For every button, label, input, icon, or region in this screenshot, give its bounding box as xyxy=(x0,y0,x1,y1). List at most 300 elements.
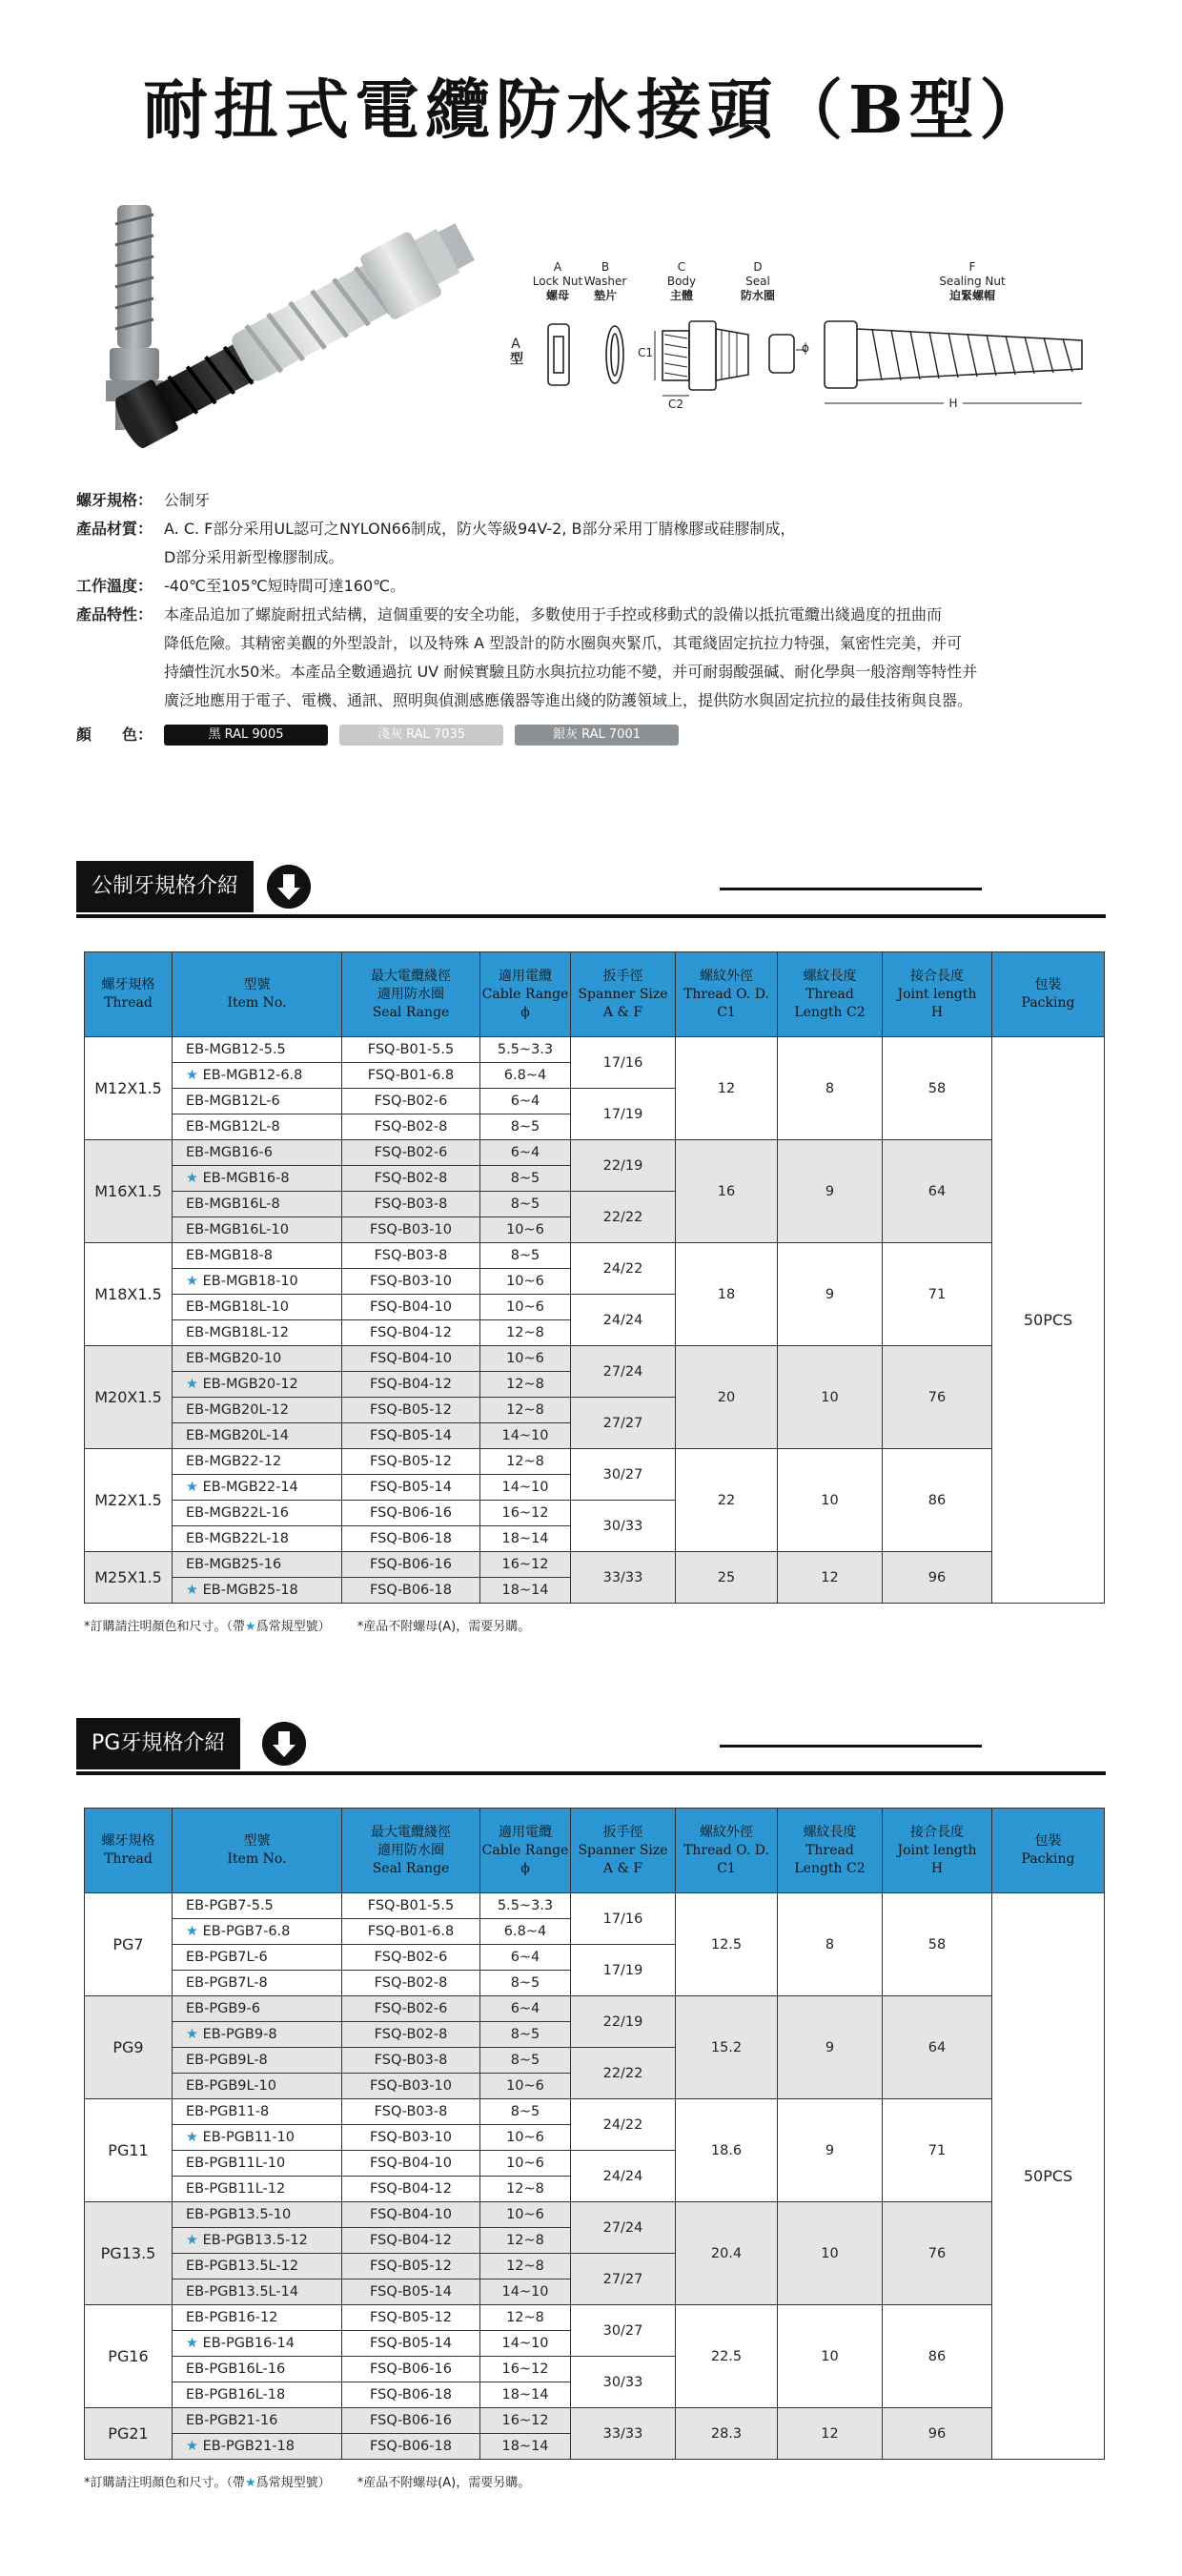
item-number xyxy=(173,1398,342,1423)
spanner-size: 27/27 xyxy=(571,1398,676,1449)
column-header-en: Seal Range xyxy=(372,1004,450,1020)
item-number xyxy=(173,1945,342,1971)
column-header-en: Item No. xyxy=(227,995,287,1011)
item-number xyxy=(173,1037,342,1063)
item-number xyxy=(173,2408,342,2434)
seal-range: FSQ-B03-10 xyxy=(342,2125,480,2151)
column-header-cn: 扳手徑 xyxy=(602,1824,643,1840)
spanner-size: 27/24 xyxy=(571,1346,676,1398)
part-c-label: C Body 主體 xyxy=(666,260,697,302)
item-number xyxy=(173,2177,342,2202)
column-header xyxy=(883,952,992,1037)
spanner-size: 17/16 xyxy=(571,1893,676,1945)
joint-length: 76 xyxy=(883,2202,992,2305)
star-icon: ★ xyxy=(186,2233,203,2248)
spanner-size: 30/27 xyxy=(571,2305,676,2357)
order-note xyxy=(84,1616,530,1634)
column-header-cn: 型號 xyxy=(243,1833,271,1849)
item-number-text: EB-PGB11-8 xyxy=(186,2104,270,2119)
item-number xyxy=(173,2382,342,2408)
column-header-en: Thread xyxy=(805,1842,854,1858)
item-number xyxy=(173,2125,342,2151)
thread-length: 8 xyxy=(778,1893,883,1996)
seal-range: FSQ-B04-10 xyxy=(342,2202,480,2228)
cable-range: 12~8 xyxy=(480,2177,571,2202)
thread-cell: PG16 xyxy=(85,2305,173,2408)
seal-range: FSQ-B01-5.5 xyxy=(342,1893,480,1919)
thread-length: 10 xyxy=(778,1449,883,1552)
seal-range: FSQ-B06-18 xyxy=(342,1578,480,1604)
column-header-en: C1 xyxy=(717,1860,736,1876)
seal-range: FSQ-B01-6.8 xyxy=(342,1063,480,1089)
star-icon: ★ xyxy=(186,2336,203,2351)
star-icon: ★ xyxy=(186,1924,203,1939)
seal-range: FSQ-B04-12 xyxy=(342,1320,480,1346)
arrow-down-icon xyxy=(262,1722,306,1766)
item-number-text: EB-MGB20-10 xyxy=(186,1351,282,1366)
exploded-diagram xyxy=(510,253,1101,434)
column-header-en: Cable Range xyxy=(481,986,569,1002)
color-chip-black: 黑 RAL 9005 xyxy=(164,725,328,746)
joint-length: 86 xyxy=(883,1449,992,1552)
joint-length: 58 xyxy=(883,1893,992,1996)
cable-range: 6~4 xyxy=(480,1140,571,1166)
item-number-text: EB-PGB16L-18 xyxy=(186,2387,286,2402)
item-number-text: EB-PGB21-18 xyxy=(202,2439,296,2454)
seal-range: FSQ-B01-6.8 xyxy=(342,1919,480,1945)
joint-length: 71 xyxy=(883,1243,992,1346)
seal-range: FSQ-B03-8 xyxy=(342,2048,480,2074)
star-icon: ★ xyxy=(186,1583,203,1598)
cable-range: 6.8~4 xyxy=(480,1063,571,1089)
item-number-text: EB-MGB18L-10 xyxy=(186,1299,289,1315)
spanner-size: 24/22 xyxy=(571,2099,676,2151)
column-header xyxy=(676,952,778,1037)
cable-range: 8~5 xyxy=(480,1192,571,1217)
divider xyxy=(76,914,1106,918)
item-number-text: EB-PGB13.5-10 xyxy=(186,2207,292,2222)
thread-od: 18.6 xyxy=(676,2099,778,2202)
thread-cell: PG13.5 xyxy=(85,2202,173,2305)
item-number xyxy=(173,1114,342,1140)
spec-colors: 顏 色： 黑 RAL 9005 淺灰 RAL 7035 銀灰 RAL 7001 xyxy=(76,721,1125,749)
seal-range: FSQ-B05-14 xyxy=(342,2331,480,2357)
seal-range: FSQ-B05-12 xyxy=(342,2305,480,2331)
seal-range: FSQ-B04-10 xyxy=(342,1295,480,1320)
seal-range: FSQ-B05-14 xyxy=(342,1475,480,1501)
item-number-text: EB-PGB7-5.5 xyxy=(186,1898,274,1913)
star-icon: ★ xyxy=(186,1274,203,1289)
part-d-label: D Seal 防水圈 xyxy=(740,260,775,302)
spec-thread: 螺牙規格： 公制牙 xyxy=(76,491,211,509)
column-header-cn: 螺紋長度 xyxy=(803,1824,857,1840)
item-number-text: EB-PGB9L-8 xyxy=(186,2053,268,2068)
spanner-size: 22/22 xyxy=(571,2048,676,2099)
joint-length: 96 xyxy=(883,1552,992,1604)
item-number xyxy=(173,1346,342,1372)
item-number xyxy=(173,1217,342,1243)
table-row xyxy=(85,2099,1105,2125)
joint-length: 71 xyxy=(883,2099,992,2202)
item-number xyxy=(173,1552,342,1578)
joint-length: 76 xyxy=(883,1346,992,1449)
note-text: *産品不附螺母(A)，需要另購。 xyxy=(357,1620,531,1634)
item-number xyxy=(173,2151,342,2177)
star-icon: ★ xyxy=(186,1068,203,1083)
cable-range: 16~12 xyxy=(480,1501,571,1526)
item-number-text: EB-PGB11L-12 xyxy=(186,2181,286,2197)
seal-range: FSQ-B04-12 xyxy=(342,2177,480,2202)
seal-range: FSQ-B06-18 xyxy=(342,1526,480,1552)
thread-od: 16 xyxy=(676,1140,778,1243)
thread-length: 10 xyxy=(778,2305,883,2408)
table-row xyxy=(85,1140,1105,1166)
item-number-text: EB-PGB11L-10 xyxy=(186,2156,286,2171)
spanner-size: 33/33 xyxy=(571,2408,676,2460)
column-header-cn: 接合長度 xyxy=(910,1824,964,1840)
seal-range: FSQ-B05-14 xyxy=(342,1423,480,1449)
cable-range: 8~5 xyxy=(480,1114,571,1140)
spanner-size: 24/22 xyxy=(571,1243,676,1295)
seal-range: FSQ-B05-12 xyxy=(342,1449,480,1475)
thread-cell: M16X1.5 xyxy=(85,1140,173,1243)
cable-range: 6~4 xyxy=(480,1089,571,1114)
cable-range: 10~6 xyxy=(480,2202,571,2228)
seal-range: FSQ-B04-10 xyxy=(342,1346,480,1372)
cable-range: 5.5~3.3 xyxy=(480,1893,571,1919)
item-number xyxy=(173,2254,342,2280)
spec-features: 產品特性： 本產品追加了螺旋耐扭式結構，這個重要的安全功能，多數使用于手控或移動式的設備以抵抗電纜出綫過度的扭曲而 降低危險。其精密美觀的外型設計，以及特殊 A 型設計的防水圈與夾緊爪，其電綫固定抗拉力特强，氣密性完美，并可 持續性沉水50米。本產品全數通過抗 UV 耐候實驗且防水與抗拉功能不變，并可耐弱酸强碱、耐化學與一般溶劑等特性并 廣泛地應用于電子、電機、通訊、照明與偵測感應儀器等進出綫的防護領域上，提供防水與固定抗拉的最佳技術與良器。 xyxy=(76,605,978,709)
part-b-label: B Washer 墊片 xyxy=(583,260,627,302)
item-number-text: EB-MGB16-8 xyxy=(202,1171,290,1186)
column-header xyxy=(992,1809,1105,1893)
thread-length: 9 xyxy=(778,1996,883,2099)
spanner-size: 24/24 xyxy=(571,2151,676,2202)
seal-range: FSQ-B04-10 xyxy=(342,2151,480,2177)
thread-length: 12 xyxy=(778,2408,883,2460)
column-header-cn: 型號 xyxy=(243,977,271,992)
thread-od: 18 xyxy=(676,1243,778,1346)
column-header-cn: 適用電纜 xyxy=(499,1824,552,1840)
column-header-en: Seal Range xyxy=(372,1860,450,1876)
item-number xyxy=(173,1166,342,1192)
spec-material: 產品材質： A. C. F部分采用UL認可之NYLON66制成，防火等級94V-2, B部分采用丁腈橡膠或硅膠制成， D部分采用新型橡膠制成。 xyxy=(76,520,796,566)
spanner-size: 30/27 xyxy=(571,1449,676,1501)
thread-length: 9 xyxy=(778,2099,883,2202)
column-header-cn: 適用電纜 xyxy=(499,968,552,984)
cable-range: 8~5 xyxy=(480,2022,571,2048)
item-number-text: EB-PGB13.5L-14 xyxy=(186,2284,299,2300)
column-header-en: Thread xyxy=(104,995,153,1011)
column-header xyxy=(342,1809,480,1893)
item-number xyxy=(173,1526,342,1552)
seal-range: FSQ-B06-16 xyxy=(342,1501,480,1526)
column-header-cn: 螺紋外徑 xyxy=(700,968,753,984)
section-title: 公制牙規格介紹 xyxy=(76,861,254,912)
column-header xyxy=(992,952,1105,1037)
seal-range: FSQ-B06-16 xyxy=(342,2408,480,2434)
column-header-en: C1 xyxy=(717,1004,736,1020)
seal-range: FSQ-B03-8 xyxy=(342,1243,480,1269)
item-number-text: EB-MGB12-6.8 xyxy=(202,1068,303,1083)
star-icon: ★ xyxy=(186,1377,203,1392)
spanner-size: 22/22 xyxy=(571,1192,676,1243)
column-header-en: Packing xyxy=(1021,1851,1075,1867)
divider xyxy=(720,888,982,890)
column-header-en: H xyxy=(930,1004,944,1020)
table-row xyxy=(85,1893,1105,1919)
column-header-en: H xyxy=(930,1860,944,1876)
star-icon: ★ xyxy=(186,2027,203,2042)
column-header xyxy=(676,1809,778,1893)
cable-range: 5.5~3.3 xyxy=(480,1037,571,1063)
cable-range: 10~6 xyxy=(480,1217,571,1243)
seal-range: FSQ-B03-10 xyxy=(342,2074,480,2099)
spanner-size: 27/24 xyxy=(571,2202,676,2254)
item-number-text: EB-PGB16-12 xyxy=(186,2310,278,2325)
seal-range: FSQ-B04-12 xyxy=(342,1372,480,1398)
cable-range: 12~8 xyxy=(480,1320,571,1346)
cable-range: 16~12 xyxy=(480,1552,571,1578)
thread-cell: M18X1.5 xyxy=(85,1243,173,1346)
item-number-text: EB-MGB16L-8 xyxy=(186,1196,280,1212)
packing-cell: 50PCS xyxy=(992,1893,1105,2460)
item-number xyxy=(173,2022,342,2048)
item-number xyxy=(173,2048,342,2074)
thread-cell: PG9 xyxy=(85,1996,173,2099)
joint-length: 96 xyxy=(883,2408,992,2460)
cable-range: 10~6 xyxy=(480,2125,571,2151)
spec-table-pg xyxy=(84,1808,1105,2460)
seal-range: FSQ-B02-6 xyxy=(342,1945,480,1971)
column-header-en: ϕ xyxy=(520,1860,530,1876)
item-number-text: EB-MGB18L-12 xyxy=(186,1325,289,1340)
table-row xyxy=(85,1243,1105,1269)
column-header xyxy=(173,1809,342,1893)
item-number xyxy=(173,1475,342,1501)
cable-range: 8~5 xyxy=(480,1971,571,1996)
star-icon: ★ xyxy=(186,2439,203,2454)
thread-cell: M25X1.5 xyxy=(85,1552,173,1604)
seal-range: FSQ-B06-18 xyxy=(342,2434,480,2460)
spanner-size: 17/19 xyxy=(571,1089,676,1140)
item-number xyxy=(173,2280,342,2305)
seal-range: FSQ-B03-8 xyxy=(342,1192,480,1217)
color-chip-silver-grey: 銀灰 RAL 7001 xyxy=(515,725,679,746)
seal-range: FSQ-B05-12 xyxy=(342,1398,480,1423)
column-header-en: Length C2 xyxy=(794,1004,866,1020)
cable-range: 14~10 xyxy=(480,1475,571,1501)
item-number-text: EB-MGB18-10 xyxy=(202,1274,298,1289)
section-header-pg xyxy=(76,1718,1106,1769)
column-header xyxy=(571,952,676,1037)
item-number-text: EB-MGB18-8 xyxy=(186,1248,273,1263)
column-header-cn: 包裝 xyxy=(1034,977,1062,992)
thread-cell: PG21 xyxy=(85,2408,173,2460)
column-header-en: Spanner Size xyxy=(578,986,668,1002)
seal-range: FSQ-B02-8 xyxy=(342,1971,480,1996)
item-number xyxy=(173,1089,342,1114)
item-number-text: EB-MGB16-6 xyxy=(186,1145,273,1160)
cable-range: 12~8 xyxy=(480,2228,571,2254)
cable-range: 14~10 xyxy=(480,2280,571,2305)
thread-length: 9 xyxy=(778,1140,883,1243)
item-number-text: EB-PGB9L-10 xyxy=(186,2078,277,2094)
spanner-size: 30/33 xyxy=(571,1501,676,1552)
column-header-en: A & F xyxy=(602,1860,643,1876)
cable-range: 8~5 xyxy=(480,1243,571,1269)
item-number-text: EB-PGB7-6.8 xyxy=(202,1924,291,1939)
column-header xyxy=(85,952,173,1037)
seal-range: FSQ-B04-12 xyxy=(342,2228,480,2254)
item-number xyxy=(173,1996,342,2022)
cable-range: 12~8 xyxy=(480,1449,571,1475)
note-text: 爲常規型號） xyxy=(255,1620,331,1634)
item-number xyxy=(173,2074,342,2099)
table-row xyxy=(85,1552,1105,1578)
packing-cell: 50PCS xyxy=(992,1037,1105,1604)
note-text: *訂購請注明顏色和尺寸。（帶 xyxy=(84,2476,246,2490)
column-header-en: Spanner Size xyxy=(578,1842,668,1858)
item-number xyxy=(173,1372,342,1398)
cable-range: 16~12 xyxy=(480,2408,571,2434)
item-number xyxy=(173,2331,342,2357)
cable-range: 18~14 xyxy=(480,2382,571,2408)
item-number xyxy=(173,2357,342,2382)
column-header xyxy=(480,1809,571,1893)
spanner-size: 30/33 xyxy=(571,2357,676,2408)
seal-range: FSQ-B03-8 xyxy=(342,2099,480,2125)
thread-od: 15.2 xyxy=(676,1996,778,2099)
column-header-en: Thread xyxy=(805,986,854,1002)
thread-od: 20.4 xyxy=(676,2202,778,2305)
column-header-en: Item No. xyxy=(227,1851,287,1867)
column-header-en: Joint length xyxy=(897,986,977,1002)
item-number-text: EB-MGB22-14 xyxy=(202,1480,298,1495)
color-chip-light-grey: 淺灰 RAL 7035 xyxy=(339,725,503,746)
column-header-cn: 螺牙規格 xyxy=(101,1833,155,1849)
cable-range: 6.8~4 xyxy=(480,1919,571,1945)
section-title: PG牙規格介紹 xyxy=(76,1718,240,1769)
thread-length: 12 xyxy=(778,1552,883,1604)
item-number xyxy=(173,1919,342,1945)
thread-od: 12.5 xyxy=(676,1893,778,1996)
column-header-en: Joint length xyxy=(897,1842,977,1858)
column-header xyxy=(85,1809,173,1893)
dim-h: H xyxy=(944,397,963,411)
item-number-text: EB-PGB7L-6 xyxy=(186,1950,268,1965)
table-row xyxy=(85,1449,1105,1475)
item-number-text: EB-PGB21-16 xyxy=(186,2413,278,2428)
table-row xyxy=(85,2305,1105,2331)
column-header-en: Thread O. D. xyxy=(683,986,769,1002)
cable-range: 12~8 xyxy=(480,2305,571,2331)
thread-length: 8 xyxy=(778,1037,883,1140)
joint-length: 86 xyxy=(883,2305,992,2408)
column-header-en: Length C2 xyxy=(794,1860,866,1876)
cable-range: 12~8 xyxy=(480,1372,571,1398)
column-header xyxy=(778,1809,883,1893)
seal-range: FSQ-B05-12 xyxy=(342,2254,480,2280)
spanner-size: 17/19 xyxy=(571,1945,676,1996)
item-number-text: EB-PGB13.5L-12 xyxy=(186,2259,299,2274)
cable-range: 10~6 xyxy=(480,2151,571,2177)
cable-range: 10~6 xyxy=(480,1269,571,1295)
item-number-text: EB-PGB7L-8 xyxy=(186,1975,268,1991)
star-icon: ★ xyxy=(186,1480,203,1495)
star-icon: ★ xyxy=(186,1171,203,1186)
column-header-cn: 螺紋長度 xyxy=(803,968,857,984)
note-text: 爲常規型號） xyxy=(255,2476,331,2490)
note-text: *産品不附螺母(A)，需要另購。 xyxy=(357,2476,531,2490)
item-number xyxy=(173,1578,342,1604)
item-number xyxy=(173,1501,342,1526)
cable-range: 18~14 xyxy=(480,1526,571,1552)
column-header xyxy=(883,1809,992,1893)
cable-range: 6~4 xyxy=(480,1945,571,1971)
cable-range: 6~4 xyxy=(480,1996,571,2022)
dim-c1: C1 xyxy=(637,346,653,359)
cable-range: 16~12 xyxy=(480,2357,571,2382)
column-header-cn: 適用防水圈 xyxy=(377,986,444,1002)
column-header-cn: 最大電纜綫徑 xyxy=(371,1824,451,1840)
cable-range: 12~8 xyxy=(480,1398,571,1423)
item-number xyxy=(173,1320,342,1346)
arrow-down-icon xyxy=(267,865,311,909)
divider xyxy=(76,1771,1106,1775)
seal-range: FSQ-B03-10 xyxy=(342,1217,480,1243)
item-number-text: EB-MGB12-5.5 xyxy=(186,1042,286,1057)
product-photo xyxy=(100,195,500,472)
joint-length: 64 xyxy=(883,1996,992,2099)
page-title: 耐扭式電纜防水接頭（B型） xyxy=(143,72,1050,149)
column-header-cn: 扳手徑 xyxy=(602,968,643,984)
thread-od: 28.3 xyxy=(676,2408,778,2460)
item-number-text: EB-MGB22L-18 xyxy=(186,1531,289,1546)
item-number-text: EB-PGB13.5-12 xyxy=(202,2233,308,2248)
item-number xyxy=(173,2434,342,2460)
light-grey-gland xyxy=(224,210,482,393)
table-row xyxy=(85,1996,1105,2022)
divider xyxy=(720,1745,982,1748)
item-number xyxy=(173,1893,342,1919)
column-header-en: ϕ xyxy=(520,1004,530,1020)
item-number-text: EB-MGB22L-16 xyxy=(186,1505,289,1521)
item-number-text: EB-MGB25-16 xyxy=(186,1557,282,1572)
item-number xyxy=(173,1192,342,1217)
star-icon: ★ xyxy=(245,1620,256,1634)
seal-range: FSQ-B02-8 xyxy=(342,1166,480,1192)
item-number-text: EB-PGB11-10 xyxy=(202,2130,296,2145)
item-number-text: EB-MGB12L-8 xyxy=(186,1119,280,1135)
spec-table-metric xyxy=(84,951,1105,1604)
column-header-en: Cable Range xyxy=(481,1842,569,1858)
column-header-cn: 包裝 xyxy=(1034,1833,1062,1849)
seal-range: FSQ-B03-10 xyxy=(342,1269,480,1295)
note-text: *訂購請注明顏色和尺寸。（帶 xyxy=(84,1620,246,1634)
part-a-label: A Lock Nut 螺母 xyxy=(532,260,583,302)
cable-range: 18~14 xyxy=(480,1578,571,1604)
cable-range: 8~5 xyxy=(480,1166,571,1192)
item-number-text: EB-MGB16L-10 xyxy=(186,1222,289,1237)
cable-range: 12~8 xyxy=(480,2254,571,2280)
column-header-en: Thread xyxy=(104,1851,153,1867)
item-number xyxy=(173,2228,342,2254)
thread-od: 25 xyxy=(676,1552,778,1604)
star-icon: ★ xyxy=(186,2130,203,2145)
thread-cell: M22X1.5 xyxy=(85,1449,173,1552)
thread-length: 10 xyxy=(778,2202,883,2305)
